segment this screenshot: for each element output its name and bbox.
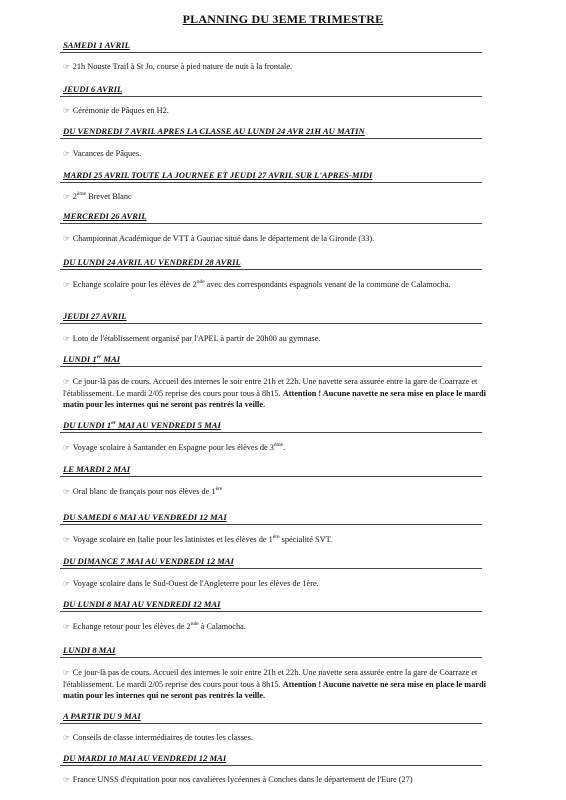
section-divider xyxy=(60,611,482,612)
pointing-hand-icon: ☞ xyxy=(63,579,70,588)
section-body: ☞ Voyage scolaire à Santander en Espagne pour les élèves de 3ème. xyxy=(63,442,286,452)
section-body: ☞ Ce jour-là pas de cours. Accueil des internes le soir entre 21h et 22h. Une navette sera assurée entre la gare de Coarraze et l'établissement. Le mardi 2/05 reprise des cours pour tous à 8h15. Attention ! Aucune navette ne sera mise en place le mardi matin pour les internes qui ne seront pas rentrés la veille. xyxy=(63,377,486,409)
section-heading: DU DIMANCE 7 MAI AU VENDREDI 12 MAI xyxy=(63,556,234,566)
section-divider xyxy=(60,657,482,658)
pointing-hand-icon: ☞ xyxy=(63,487,70,496)
pointing-hand-icon: ☞ xyxy=(63,234,70,243)
page-title: PLANNING DU 3EME TRIMESTRE xyxy=(182,12,384,26)
section-heading: MERCREDI 26 AVRIL xyxy=(63,211,147,221)
pointing-hand-icon: ☞ xyxy=(63,622,70,631)
pointing-hand-icon: ☞ xyxy=(63,443,70,452)
section-body: ☞ Cérémonie de Pâques en H2. xyxy=(63,106,169,115)
pointing-hand-icon: ☞ xyxy=(63,192,70,201)
section-heading: DU LUNDI 1er MAI AU VENDREDI 5 MAI xyxy=(63,420,221,430)
section-body: ☞ Oral blanc de français pour nos élèves de 1ère xyxy=(63,486,223,496)
section-divider xyxy=(60,138,482,139)
pointing-hand-icon: ☞ xyxy=(63,280,70,289)
section-divider xyxy=(60,476,482,477)
section-divider xyxy=(60,366,482,367)
section-heading: MARDI 25 AVRIL TOUTE LA JOURNEE ET JEUDI 27 AVRIL SUR L'APRES-MIDI xyxy=(63,170,373,180)
section-divider xyxy=(60,52,482,53)
pointing-hand-icon: ☞ xyxy=(63,149,70,158)
section-body: ☞ 2ème Brevet Blanc xyxy=(63,191,132,201)
section-divider xyxy=(60,269,482,270)
section-body: ☞ 21h Nouste Trail à St Jo, course à pied nature de nuit à la frontale. xyxy=(63,62,293,71)
section-body: ☞ Championnat Académique de VTT à Gauriac situé dans le département de la Gironde (33). xyxy=(63,234,375,243)
section-heading: DU VENDREDI 7 AVRIL APRES LA CLASSE AU LUNDI 24 AVR 21H AU MATIN xyxy=(63,126,365,136)
pointing-hand-icon: ☞ xyxy=(63,62,70,71)
section-heading: DU MARDI 10 MAI AU VENDREDI 12 MAI xyxy=(63,753,227,763)
section-body: ☞ Vacances de Pâques. xyxy=(63,149,142,158)
section-divider xyxy=(60,96,482,97)
pointing-hand-icon: ☞ xyxy=(63,775,70,784)
section-heading: SAMEDI 1 AVRIL xyxy=(63,40,130,50)
section-divider xyxy=(60,182,482,183)
warning-text: Attention ! Aucune navette ne sera mise en place le mardi matin pour les internes qui ne seront pas rentrés la veille. xyxy=(63,679,486,700)
section-divider xyxy=(60,432,482,433)
section-heading: LE MARDI 2 MAI xyxy=(63,464,131,474)
section-body: ☞ Ce jour-là pas de cours. Accueil des internes le soir entre 21h et 22h. Une navette sera assurée entre la gare de Coarraze et l'établissement. Le mardi 2/05 reprise des cours pour tous à 8h15. Attention ! Aucune navette ne sera mise en place le mardi matin pour les internes qui ne seront pas rentrés la veille. xyxy=(63,668,486,700)
section-heading: LUNDI 8 MAI xyxy=(63,645,116,655)
pointing-hand-icon: ☞ xyxy=(63,535,70,544)
section-heading: LUNDI 1er MAI xyxy=(63,354,121,364)
section-body: ☞ Voyage scolaire dans le Sud-Ouest de l'Angleterre pour les élèves de 1ère. xyxy=(63,579,319,588)
pointing-hand-icon: ☞ xyxy=(63,668,70,677)
section-heading: JEUDI 27 AVRIL xyxy=(63,311,127,321)
section-divider xyxy=(60,323,482,324)
section-divider xyxy=(60,524,482,525)
section-body: ☞ Echange retour pour les élèves de 2nde à Calamocha. xyxy=(63,621,246,631)
section-heading: DU LUNDI 24 AVRIL AU VENDREDI 28 AVRIL xyxy=(63,257,241,267)
section-heading: DU LUNDI 8 MAI AU VENDREDI 12 MAI xyxy=(63,599,221,609)
pointing-hand-icon: ☞ xyxy=(63,377,70,386)
section-body: ☞ Voyage scolaire en Italie pour les latinistes et les élèves de 1ère spécialité SVT. xyxy=(63,534,333,544)
pointing-hand-icon: ☞ xyxy=(63,106,70,115)
section-body: ☞ Echange scolaire pour les élèves de 2nde avec des correspondants espagnols venant de la commune de Calamocha. xyxy=(63,279,451,289)
section-body: ☞ Conseils de classe intermédiaires de toutes les classes. xyxy=(63,733,253,742)
section-divider xyxy=(60,223,482,224)
section-heading: DU SAMEDI 6 MAI AU VENDREDI 12 MAI xyxy=(63,512,227,522)
section-body: ☞ Loto de l'établissement organisé par l'APEL à partir de 20h00 au gymnase. xyxy=(63,334,321,343)
warning-text: Attention ! Aucune navette ne sera mise en place le mardi matin pour les internes qui ne seront pas rentrés la veille. xyxy=(63,388,486,409)
section-heading: A PARTIR DU 9 MAI xyxy=(63,711,141,721)
section-divider xyxy=(60,765,482,766)
pointing-hand-icon: ☞ xyxy=(63,733,70,742)
section-heading: JEUDI 6 AVRIL xyxy=(63,84,123,94)
section-divider xyxy=(60,723,482,724)
section-divider xyxy=(60,568,482,569)
pointing-hand-icon: ☞ xyxy=(63,334,70,343)
section-body: ☞ France UNSS d'équitation pour nos cavalières lycéennes à Conches dans le département de l'Eure (27) xyxy=(63,775,413,784)
